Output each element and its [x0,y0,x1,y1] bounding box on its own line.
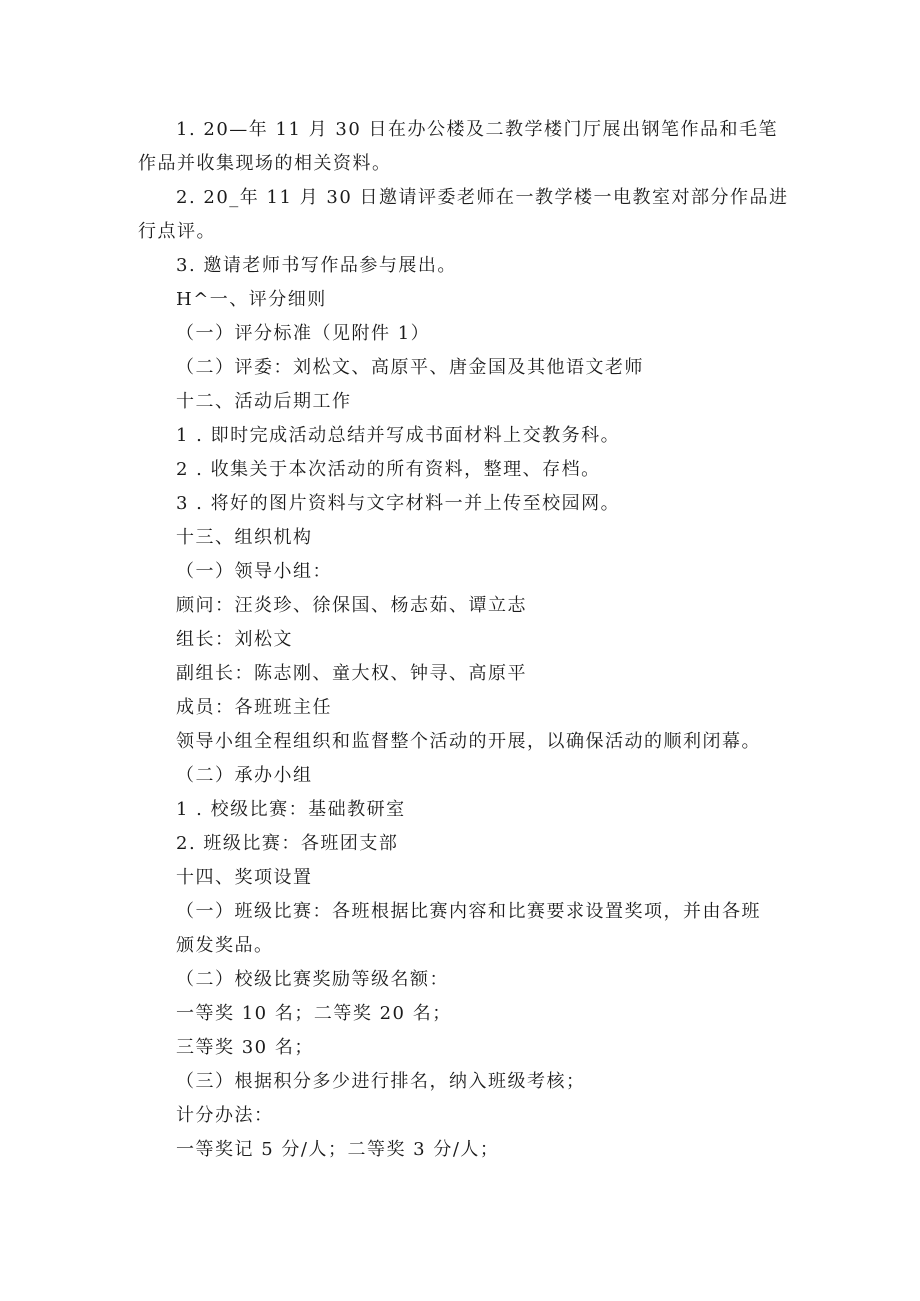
list-item: 2 . 收集关于本次活动的所有资料，整理、存档。 [176,459,601,480]
text-line: 1. 20—年 11 月 30 日在办公楼及二教学楼门厅展出钢笔作品和毛笔 [176,119,778,140]
text-line: 行点评。 [138,221,216,242]
section-heading: H^一、评分细则 [176,289,327,310]
list-item: 2. 班级比赛：各班团支部 [176,833,399,854]
text-line: （二）评委：刘松文、高原平、唐金国及其他语文老师 [176,357,644,378]
list-item: 3 . 将好的图片资料与文字材料一并上传至校园网。 [176,493,621,514]
text-line: 作品并收集现场的相关资料。 [138,153,392,174]
text-line: 颁发奖品。 [176,935,274,956]
text-line: 三等奖 30 名； [176,1037,314,1058]
text-line: （一）班级比赛：各班根据比赛内容和比赛要求设置奖项，并由各班 [176,901,761,922]
text-line: （三）根据积分多少进行排名，纳入班级考核； [176,1071,586,1092]
text-line: （一）领导小组： [176,561,332,582]
text-line: （一）评分标准（见附件 1） [176,323,431,344]
text-line: （二）校级比赛奖励等级名额： [176,969,449,990]
text-line: 2. 20_年 11 月 30 日邀请评委老师在一教学楼一电教室对部分作品进 [176,187,789,208]
text-line: 顾问：汪炎珍、徐保国、杨志茹、谭立志 [176,595,527,616]
text-line: 成员：各班班主任 [176,697,332,718]
list-item: 1 . 校级比赛：基础教研室 [176,799,406,820]
text-line: 副组长：陈志刚、童大权、钟寻、高原平 [176,663,527,684]
text-line: 组长：刘松文 [176,629,293,650]
text-line: 一等奖 10 名；二等奖 20 名； [176,1003,452,1024]
text-line: 计分办法： [176,1105,274,1126]
text-line: 3. 邀请老师书写作品参与展出。 [176,255,457,276]
section-heading: 十四、奖项设置 [176,867,313,888]
text-line: 领导小组全程组织和监督整个活动的开展，以确保活动的顺利闭幕。 [176,731,761,752]
list-item: 1 . 即时完成活动总结并写成书面材料上交教务科。 [176,425,621,446]
section-heading: 十三、组织机构 [176,527,313,548]
section-heading: 十二、活动后期工作 [176,391,352,412]
text-line: （二）承办小组 [176,765,313,786]
text-line: 一等奖记 5 分/人；二等奖 3 分/人； [176,1139,500,1160]
